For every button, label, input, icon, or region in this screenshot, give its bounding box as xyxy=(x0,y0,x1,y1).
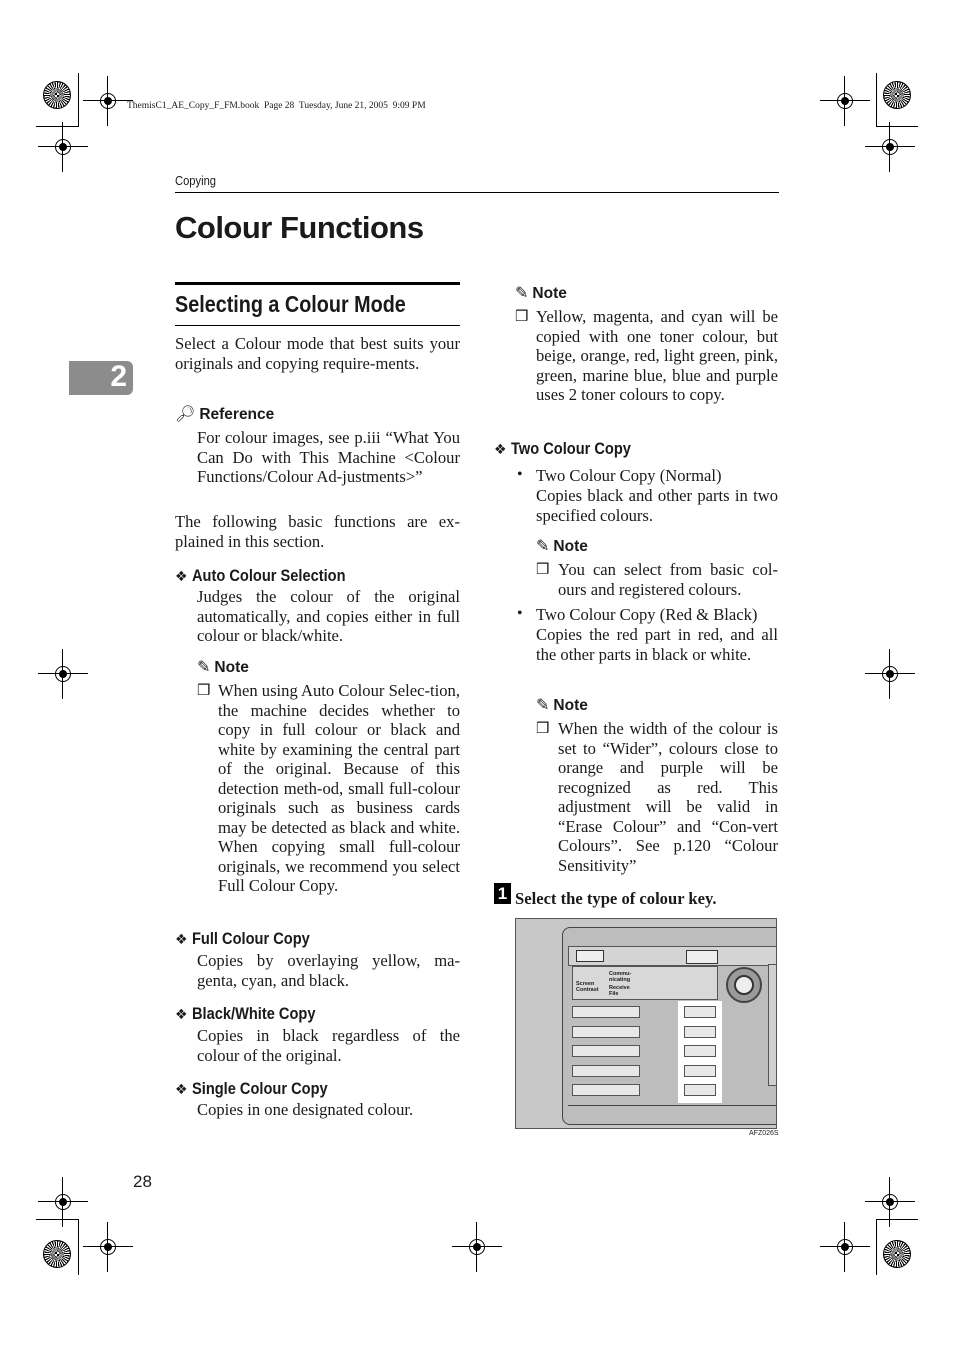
label-screen-contrast: Screen Contrast xyxy=(576,981,599,993)
note2-heading: ✎ Note xyxy=(536,536,588,555)
header-rule xyxy=(175,192,779,193)
colour-key xyxy=(684,1084,716,1096)
pencil-icon: ✎ xyxy=(536,695,550,714)
auto-note-heading: ✎ Note xyxy=(197,657,249,676)
diamond-bullet-icon: ❖ xyxy=(175,932,188,948)
panel-dial-icon xyxy=(726,967,762,1003)
starburst-top-right xyxy=(883,81,911,109)
auto-colour-heading: ❖ Auto Colour Selection xyxy=(175,566,346,585)
auto-note-text: When using Auto Colour Selec-tion, the machine decides whether to copy in full colour or black and white by examining the central part of the original. Because of this detection meth-od, small full-colour originals such as business cards may be detected as black and white. When copying small full-colour originals, we recommend you select Full Colour Copy. xyxy=(218,681,460,895)
panel-key xyxy=(572,1065,640,1077)
registration-mark xyxy=(879,1191,901,1213)
registration-mark xyxy=(52,1191,74,1213)
reference-heading: 🔎︎ Reference xyxy=(175,404,275,423)
page-title: Colour Functions xyxy=(175,210,424,245)
bullet-dot: • xyxy=(517,605,523,622)
panel-key xyxy=(572,1026,640,1038)
bw-text: Copies in black regardless of the colour of the original. xyxy=(197,1026,460,1065)
note3-heading: ✎ Note xyxy=(536,695,588,714)
registration-mark xyxy=(97,90,119,112)
section-heading: Selecting a Colour Mode xyxy=(175,291,406,317)
intro-paragraph: Select a Colour mode that best suits your originals and copying require-ments. xyxy=(175,334,460,373)
colour-key xyxy=(684,1026,716,1038)
step-number-box: 1 xyxy=(494,883,511,904)
diamond-bullet-icon: ❖ xyxy=(175,569,188,585)
panel-key xyxy=(572,1006,640,1018)
registration-mark xyxy=(879,136,901,158)
bullet2-text: Copies the red part in red, and all the other parts in black or white. xyxy=(536,625,778,664)
running-header xyxy=(175,173,223,189)
bullet1-title: Two Colour Copy (Normal) xyxy=(536,466,722,485)
checkbox-icon: ❒ xyxy=(536,719,550,737)
registration-mark xyxy=(466,1236,488,1258)
full-colour-heading: ❖ Full Colour Copy xyxy=(175,929,310,948)
control-panel-figure xyxy=(515,918,777,1129)
figure-code: AFZ026S xyxy=(749,1130,779,1137)
panel-key xyxy=(572,1045,640,1057)
label-receive-file: Receive File xyxy=(609,985,630,997)
full-colour-text: Copies by overlaying yellow, ma-genta, cyan, and black. xyxy=(197,951,460,990)
panel-key-right xyxy=(686,950,718,964)
note2-text: You can select from basic col-ours and registered colours. xyxy=(558,560,778,599)
registration-mark xyxy=(879,663,901,685)
colour-key xyxy=(684,1006,716,1018)
checkbox-icon: ❒ xyxy=(197,681,211,699)
registration-mark xyxy=(52,663,74,685)
file-info: ThemisC1_AE_Copy_F_FM.book Page 28 Tuesday, June 21, 2005 9:09 PM xyxy=(127,101,426,111)
single-colour-heading: ❖ Single Colour Copy xyxy=(175,1079,328,1098)
registration-mark xyxy=(52,136,74,158)
diamond-bullet-icon: ❖ xyxy=(175,1007,188,1023)
checkbox-icon: ❒ xyxy=(515,307,529,325)
colour-key xyxy=(684,1065,716,1077)
registration-mark xyxy=(97,1236,119,1258)
starburst-bottom-right xyxy=(883,1240,911,1268)
single-colour-text: Copies in one designated colour. xyxy=(197,1100,414,1119)
starburst-top-left xyxy=(43,81,71,109)
note1-heading: ✎ Note xyxy=(515,283,567,302)
reference-text: For colour images, see p.iii “What You Can Do with This Machine <Colour Functions/Colour Ad-justments>” xyxy=(197,428,460,486)
registration-mark xyxy=(834,1236,856,1258)
bw-heading: ❖ Black/White Copy xyxy=(175,1004,316,1023)
auto-colour-text: Judges the colour of the original automatically, and copies either in full colour or black/white. xyxy=(197,587,460,645)
label-communicating: Commu-nicating xyxy=(609,971,632,983)
bullet1-text: Copies black and other parts in two specified colours. xyxy=(536,486,778,525)
panel-bottom-line xyxy=(568,1105,777,1106)
checkbox-icon: ❒ xyxy=(536,560,550,578)
magnifier-icon: 🔎︎ xyxy=(175,404,196,423)
bullet-dot: • xyxy=(517,466,523,483)
diamond-bullet-icon: ❖ xyxy=(175,1082,188,1098)
colour-key xyxy=(684,1045,716,1057)
two-colour-heading: ❖ Two Colour Copy xyxy=(494,439,631,458)
note1-text: Yellow, magenta, and cyan will be copied with one toner colour, but beige, orange, red, light green, pink, green, marine blue, blue and purple uses 2 toner colours to copy. xyxy=(536,307,778,404)
bullet2-title: Two Colour Copy (Red & Black) xyxy=(536,605,758,624)
panel-side-strip xyxy=(768,964,777,1086)
pencil-icon: ✎ xyxy=(197,657,211,676)
section-bottom-rule xyxy=(175,325,460,326)
panel-key xyxy=(572,1084,640,1096)
pencil-icon: ✎ xyxy=(515,283,529,302)
section-label: Copying xyxy=(175,173,217,188)
registration-mark xyxy=(834,90,856,112)
chapter-number: 2 xyxy=(110,360,127,393)
panel-key-left xyxy=(576,950,604,962)
diamond-bullet-icon: ❖ xyxy=(494,442,507,458)
step-text: Select the type of colour key. xyxy=(515,889,717,908)
starburst-bottom-left xyxy=(43,1240,71,1268)
chapter-tab xyxy=(69,361,133,395)
basic-functions-text: The following basic functions are ex-plained in this section. xyxy=(175,512,460,551)
note3-text: When the width of the colour is set to “Wider”, colours close to orange and purple will be recognized as red. This adjustment will be valid in “Erase Colour” and “Con-vert Colours”. See p.120 “Colour Sensitivity” xyxy=(558,719,778,875)
page-number: 28 xyxy=(133,1172,152,1191)
section-top-rule xyxy=(175,282,460,285)
pencil-icon: ✎ xyxy=(536,536,550,555)
